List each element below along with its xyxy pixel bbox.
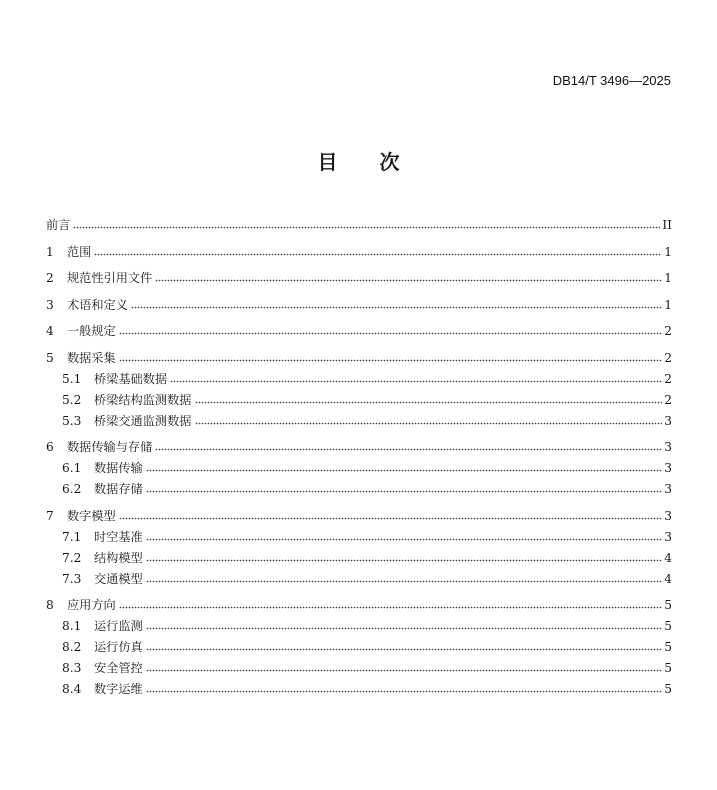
toc-entry-label: 时空基准 — [94, 529, 143, 544]
dot-leader — [146, 559, 662, 562]
toc-entry-label: 交通模型 — [94, 571, 143, 586]
toc-entry[interactable] — [46, 351, 672, 365]
toc-subentry[interactable] — [46, 414, 672, 428]
toc-entry-page-number: 3 — [664, 461, 672, 475]
toc-entry-number: 6.2 — [62, 482, 82, 496]
toc-entry-number: 7.3 — [62, 571, 82, 586]
toc-entry-page-number: 5 — [664, 598, 672, 612]
dot-leader — [170, 380, 662, 383]
toc-entry-page-number: 1 — [664, 271, 672, 285]
toc-entry-label: 规范性引用文件 — [67, 271, 153, 285]
toc-entry-page-number: 3 — [664, 440, 672, 454]
toc-entry-number: 8.1 — [62, 619, 82, 633]
toc-entry-label: 应用方向 — [67, 598, 116, 612]
toc-entry[interactable] — [46, 298, 672, 312]
toc-entry-label: 运行仿真 — [94, 640, 143, 654]
dot-leader — [146, 580, 662, 583]
toc-entry-page-number: 4 — [664, 571, 672, 586]
toc-entry-label: 桥梁基础数据 — [94, 371, 168, 386]
toc-entry-number: 5 — [46, 350, 54, 365]
dot-leader — [146, 490, 662, 493]
toc-entry-number: 6.1 — [62, 461, 82, 475]
toc-entry-label: 术语和定义 — [67, 297, 128, 312]
dot-leader — [146, 690, 662, 693]
dot-leader — [119, 517, 662, 520]
toc-entry-page-number: 1 — [664, 297, 672, 312]
toc-subentry[interactable] — [46, 682, 672, 696]
toc-entry-number: 8.2 — [62, 640, 82, 654]
toc-entry-label: 安全管控 — [94, 661, 143, 675]
toc-subentry[interactable] — [46, 482, 672, 496]
document-code: DB14/T 3496—2025 — [552, 73, 671, 88]
toc-entry-number: 5.2 — [62, 392, 82, 407]
toc-entry[interactable] — [46, 271, 672, 285]
toc-subentry[interactable] — [46, 461, 672, 475]
toc-entry-number: 5.1 — [62, 371, 82, 386]
toc-entry-page-number: 2 — [664, 371, 672, 386]
toc-entry-number: 5.3 — [62, 413, 82, 428]
toc-subentry[interactable] — [46, 530, 672, 544]
toc-entry-number: 4 — [46, 324, 54, 338]
toc-entry-number: 7 — [46, 508, 54, 523]
toc-entry-label: 桥梁交通监测数据 — [94, 413, 192, 428]
toc-entry-page-number: 1 — [664, 244, 672, 259]
toc-entry-page-number: 5 — [664, 682, 672, 696]
toc-entry-label: 数据传输与存储 — [67, 440, 153, 454]
toc-subentry[interactable] — [46, 372, 672, 386]
toc-entry-label: 数据采集 — [67, 350, 116, 365]
toc-entry-page-number: 2 — [664, 392, 672, 407]
toc-entry[interactable] — [46, 218, 672, 232]
toc-entry-page-number: 3 — [664, 482, 672, 496]
toc-entry-number: 3 — [46, 297, 54, 312]
toc-entry-page-number: 5 — [664, 640, 672, 654]
toc-entry-number: 2 — [46, 271, 54, 285]
toc-entry[interactable] — [46, 440, 672, 454]
toc-entry-page-number: 4 — [664, 550, 672, 565]
toc-entry-page-number: 2 — [664, 350, 672, 365]
toc-entry-number: 8 — [46, 598, 54, 612]
dot-leader — [155, 448, 662, 451]
dot-leader — [94, 253, 662, 256]
dot-leader — [73, 226, 660, 229]
toc-entry-label: 桥梁结构监测数据 — [94, 392, 192, 407]
toc-subentry[interactable] — [46, 393, 672, 407]
toc-entry-number: 6 — [46, 440, 54, 454]
toc-entry-number: 8.3 — [62, 661, 82, 675]
toc-entry-page-number: II — [662, 218, 672, 232]
toc-entry-page-number: 3 — [664, 413, 672, 428]
toc-entry-page-number: 3 — [664, 529, 672, 544]
toc-entry-label: 数据传输 — [94, 461, 143, 475]
toc-entry-label: 一般规定 — [67, 324, 116, 338]
toc-entry[interactable] — [46, 509, 672, 523]
toc-entry-page-number: 5 — [664, 661, 672, 675]
toc-subentry[interactable] — [46, 661, 672, 675]
dot-leader — [146, 469, 662, 472]
dot-leader — [131, 306, 662, 309]
dot-leader — [146, 627, 662, 630]
toc-entry-label: 数字运维 — [94, 682, 143, 696]
toc-title-char-2: 次 — [379, 150, 400, 174]
toc-subentry[interactable] — [46, 572, 672, 586]
toc-title-char-1: 目 — [317, 150, 338, 174]
toc-entry-label: 结构模型 — [94, 550, 143, 565]
table-of-contents — [46, 218, 672, 696]
toc-subentry[interactable] — [46, 619, 672, 633]
toc-title — [0, 146, 717, 175]
dot-leader — [119, 606, 662, 609]
toc-entry[interactable] — [46, 245, 672, 259]
toc-entry-label: 数字模型 — [67, 508, 116, 523]
toc-subentry[interactable] — [46, 640, 672, 654]
toc-subentry[interactable] — [46, 551, 672, 565]
dot-leader — [195, 401, 663, 404]
dot-leader — [146, 669, 662, 672]
dot-leader — [119, 359, 662, 362]
dot-leader — [146, 538, 662, 541]
toc-entry[interactable] — [46, 598, 672, 612]
toc-entry-number: 8.4 — [62, 682, 82, 696]
dot-leader — [146, 648, 662, 651]
toc-entry-label: 数据存储 — [94, 482, 143, 496]
toc-entry-number: 7.2 — [62, 550, 82, 565]
toc-entry-page-number: 3 — [664, 508, 672, 523]
toc-entry-number: 7.1 — [62, 529, 82, 544]
dot-leader — [195, 422, 663, 425]
toc-entry-number: 1 — [46, 244, 54, 259]
toc-entry[interactable] — [46, 324, 672, 338]
toc-entry-page-number: 2 — [664, 324, 672, 338]
dot-leader — [155, 279, 662, 282]
toc-entry-label: 前言 — [46, 218, 71, 232]
toc-entry-page-number: 5 — [664, 619, 672, 633]
dot-leader — [119, 332, 662, 335]
toc-entry-label: 范围 — [67, 244, 92, 259]
toc-entry-label: 运行监测 — [94, 619, 143, 633]
